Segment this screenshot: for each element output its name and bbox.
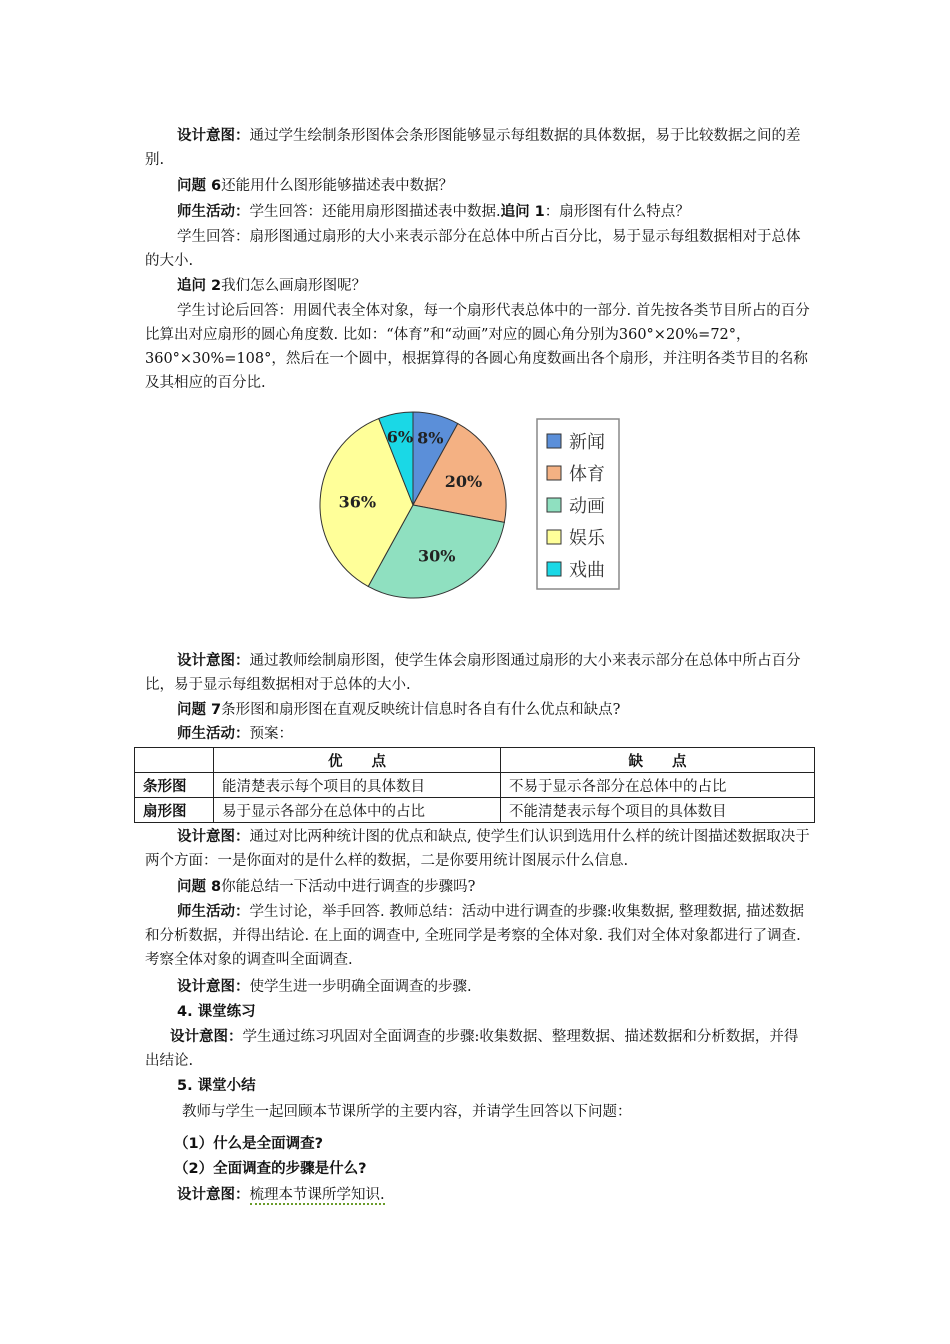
text: 你能总结一下活动中进行调查的步骤吗? [221,879,476,895]
pie-data-label: 20% [444,472,483,492]
text: 我们怎么画扇形图呢？ [221,278,367,294]
table-cell: 条形图 [135,773,214,798]
text: 使学生进一步明确全面调查的步骤. [249,979,472,995]
pie-data-label: 36% [338,492,377,512]
label: 问题 8 [177,879,222,895]
text: 学生回答：还能用扇形图描述表中数据. [249,204,501,220]
table-cell: 不易于显示各部分在总体中的占比 [501,773,815,798]
text: 学生通过练习巩固对全面调查的步骤:收集数据、整理数据、描述数据和分析数据，并得出结论. [145,1029,799,1069]
table-row [135,798,815,823]
legend-label: 体育 [569,464,605,485]
design-intent-6 [177,1183,385,1207]
legend-swatch [547,498,561,512]
answer-2: 学生讨论后回答：用圆代表全体对象，每一个扇形代表总体中的一部分. 首先按各类节目所占的百分比算出对应扇形的圆心角度数. 比如：“体育”和“动画”对应的圆心角分别为360°×20%=72°，360°×30%=108°，然后在一个圆中，根据算得的各圆心角度数画出各个扇形，并注明各类节目的名称及其相应的百分比. [145,303,810,391]
table-header: 缺 点 [501,748,815,773]
text: 预案： [249,726,293,742]
table-header-row [135,748,815,773]
list-item: （1）什么是全面调查? [174,1136,323,1152]
label: 设计意图： [177,979,250,995]
list-item: （2）全面调查的步骤是什么? [174,1161,367,1177]
legend-label: 娱乐 [569,528,605,549]
pie-data-label: 6% [386,427,414,447]
pie-data-label: 8% [417,428,444,448]
follow-up-2 [145,274,810,298]
legend-label: 戏曲 [569,560,605,581]
question-8 [145,875,810,899]
question-6 [145,174,810,198]
label: 追问 2 [177,278,222,294]
table-cell: 不能清楚表示每个项目的具体数目 [501,798,815,823]
legend-label: 新闻 [569,432,605,453]
pie-chart-svg [300,405,630,605]
comparison-table [134,747,815,823]
table-header [135,748,214,773]
table-cell: 能清楚表示每个项目的具体数目 [214,773,501,798]
text: 条形图和扇形图在直观反映统计信息时各自有什么优点和缺点? [221,702,621,718]
summary-text: 教师与学生一起回顾本节课所学的主要内容，并请学生回答以下问题： [182,1104,632,1120]
text: 梳理本节课所学知识. [249,1187,385,1203]
table-row [135,773,815,798]
activity-3 [145,900,810,972]
text: 学生讨论，举手回答. 教师总结：活动中进行调查的步骤:收集数据, 整理数据, 描述数据和分析数据，并得出结论. 在上面的调查中, 全班同学是考察的全体对象. 我们对全体对象都进行了调查. 考察全体对象的调查叫全面调查. [145,904,805,968]
design-intent-2 [145,649,810,697]
label: 师生活动： [177,204,250,220]
legend-swatch [547,562,561,576]
label: 师生活动： [177,726,250,742]
design-intent-4 [145,975,810,999]
label: 设计意图： [170,1029,243,1045]
text: ：扇形图有什么特点？ [544,204,690,220]
section-5-heading: 5. 课堂小结 [177,1078,256,1094]
pie-data-label: 30% [418,546,456,566]
design-intent-5 [145,1025,810,1073]
label: 设计意图： [177,829,250,845]
label: 追问 1 [500,204,545,220]
label: 师生活动： [177,904,250,920]
legend-swatch [547,466,561,480]
text: 还能用什么图形能够描述表中数据？ [221,178,454,194]
pie-chart [300,405,630,605]
table-header: 优 点 [214,748,501,773]
label: 设计意图： [177,653,250,669]
question-7 [145,698,810,722]
activity-2 [145,722,810,746]
label: 设计意图： [177,128,250,144]
label: 设计意图： [177,1187,250,1203]
table-cell: 易于显示各部分在总体中的占比 [214,798,501,823]
label: 问题 7 [177,702,222,718]
design-intent-3 [145,825,810,873]
label: 问题 6 [177,178,222,194]
section-4-heading: 4. 课堂练习 [177,1004,256,1020]
legend-label: 动画 [569,496,605,517]
legend-swatch [547,530,561,544]
table-cell: 扇形图 [135,798,214,823]
activity-1 [145,200,810,224]
text: 通过学生绘制条形图体会条形图能够显示每组数据的具体数据，易于比较数据之间的差别. [145,128,801,168]
legend-swatch [547,434,561,448]
text: 通过对比两种统计图的优点和缺点, 使学生们认识到选用什么样的统计图描述数据取决于两个方面：一是你面对的是什么样的数据，二是你要用统计图展示什么信息. [145,829,810,869]
text: 通过教师绘制扇形图，使学生体会扇形图通过扇形的大小来表示部分在总体中所占百分比，易于显示每组数据相对于总体的大小. [145,653,801,693]
design-intent-1 [145,124,810,172]
answer-1: 学生回答：扇形图通过扇形的大小来表示部分在总体中所占百分比，易于显示每组数据相对于总体的大小. [145,229,801,269]
